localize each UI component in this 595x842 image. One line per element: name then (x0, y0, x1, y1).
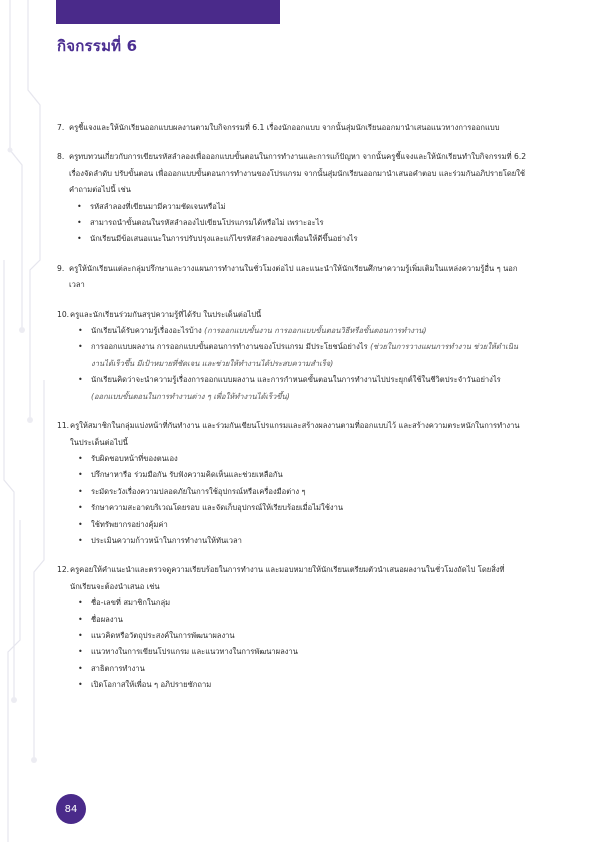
step-number: 12. (57, 565, 70, 575)
list-item: • สาธิตการทำงาน (77, 661, 527, 677)
step-number: 9. (57, 263, 65, 273)
step-8 (57, 149, 527, 247)
activity-steps (57, 120, 527, 707)
step-7 (57, 120, 527, 136)
bullet-text: นักเรียนได้รับความรู้เรื่องอะไรบ้าง (91, 326, 205, 336)
list-item: • รักษาความสะอาดบริเวณโดยรอบ และจัดเก็บอุปกรณ์ให้เรียบร้อยเมื่อไม่ใช้งาน (77, 500, 527, 516)
answer-note: (ช่วยในการวางแผนการทำงาน ช่วยให้ดำเนินงานได้เร็วขึ้น มีเป้าหมายที่ชัดเจน และช่วยให้ทำงานได้ประสบความสำเร็จ) (91, 342, 519, 368)
list-item: • ใช้ทรัพยากรอย่างคุ้มค่า (77, 517, 527, 533)
list-item (77, 372, 527, 405)
list-item: • ชื่อผลงาน (77, 612, 527, 628)
step-12 (57, 562, 527, 693)
answer-note: (ออกแบบขั้นตอนในการทำงานต่าง ๆ เพื่อให้ทำงานได้เร็วขึ้น) (91, 391, 290, 401)
list-item: • ระมัดระวังเรื่องความปลอดภัยในการใช้อุปกรณ์หรือเครื่องมือต่าง ๆ (77, 484, 527, 500)
step-text: ครูและนักเรียนร่วมกันสรุปความรู้ที่ได้รับ ในประเด็นต่อไปนี้ (70, 309, 262, 319)
list-item (77, 323, 527, 339)
list-item: • เปิดโอกาสให้เพื่อน ๆ อภิปรายซักถาม (77, 677, 527, 693)
list-item (77, 339, 527, 372)
list-item: • ประเมินความก้าวหน้าในการทำงานให้ทันเวลา (77, 533, 527, 549)
presentation-items (77, 595, 527, 693)
list-item: • นักเรียนมีข้อเสนอแนะในการปรับปรุงและแก้ไขรหัสลำลองของเพื่อนให้ดีขึ้นอย่างไร (76, 231, 527, 247)
step-text: ครูคอยให้คำแนะนำและตรวจดูความเรียบร้อยในการทำงาน และมอบหมายให้นักเรียนเตรียมตัวนำเสนอผลงานในชั่วโมงถัดไป โดยสิ่งที่นักเรียนจะต้องนำเสนอ เช่น (70, 565, 505, 591)
step-10 (57, 307, 527, 405)
step-11 (57, 418, 527, 549)
list-item: • ชื่อ-เลขที่ สมาชิกในกลุ่ม (77, 595, 527, 611)
step-text: ครูให้นักเรียนแต่ละกลุ่มปรึกษาและวางแผนการทำงานในชั่วโมงต่อไป และแนะนำให้นักเรียนศึกษาความรู้เพิ่มเติมในแหล่งความรู้อื่น ๆ นอกเวลา (69, 263, 518, 290)
step-text: ครูให้สมาชิกในกลุ่มแบ่งหน้าที่กันทำงาน และร่วมกันเขียนโปรแกรมและสร้างผลงานตามที่ออกแบบไว้ และสร้างความตระหนักในการทำงานในประเด็นต่อไปนี้ (70, 421, 520, 447)
discussion-questions (76, 199, 527, 248)
list-item: • แนวคิดหรือวัตถุประสงค์ในการพัฒนาผลงาน (77, 628, 527, 644)
step-number: 8. (57, 152, 65, 162)
circuit-decoration (0, 0, 56, 842)
step-number: 11. (57, 421, 70, 431)
awareness-points (77, 451, 527, 549)
step-text: ครูทบทวนเกี่ยวกับการเขียนรหัสลำลองเพื่อออกแบบขั้นตอนในการทำงานและการแก้ปัญหา จากนั้นครูชี้แจงและให้นักเรียนทำใบกิจกรรมที่ 6.2 เรื่องจัดลำดับ ปรับขั้นตอน เพื่อออกแบบขั้นตอนการทำงานของโปรแกรม จากนั้นสุ่มนักเรียนออกมานำเสนอคำตอบ และร่วมกันอภิปรายโดยใช้คำถามต่อไปนี้ เช่น (69, 152, 527, 195)
summary-points (77, 323, 527, 405)
step-number: 7. (57, 123, 65, 132)
list-item: • รหัสลำลองที่เขียนมามีความชัดเจนหรือไม่ (76, 199, 527, 215)
step-number: 10. (57, 309, 70, 319)
list-item: • ปรึกษาหารือ ร่วมมือกัน รับฟังความคิดเห็นและช่วยเหลือกัน (77, 467, 527, 483)
page-number: 84 (64, 803, 78, 815)
answer-note: (การออกแบบขั้นงาน การออกแบบขั้นตอนวิธีหรือขั้นตอนการทำงาน) (204, 326, 427, 336)
list-item: • รับผิดชอบหน้าที่ของตนเอง (77, 451, 527, 467)
bullet-text: การออกแบบผลงาน การออกแบบขั้นตอนการทำงานของโปรแกรม มีประโยชน์อย่างไร (91, 342, 371, 352)
page-number-badge (56, 794, 86, 824)
list-item: • แนวทางในการเขียนโปรแกรม และแนวทางในการพัฒนาผลงาน (77, 644, 527, 660)
bullet-text: นักเรียนคิดว่าจะนำความรู้เรื่องการออกแบบผลงาน และการกำหนดขั้นตอนในการทำงานไปประยุกต์ใช้ในชีวิตประจำวันอย่างไร (91, 375, 501, 385)
header-bar (56, 0, 280, 24)
step-9 (57, 261, 527, 294)
list-item: • สามารถนำขั้นตอนในรหัสลำลองไปเขียนโปรแกรมได้หรือไม่ เพราะอะไร (76, 215, 527, 231)
page-title: กิจกรรมที่ 6 (57, 37, 138, 55)
step-text: ครูชี้แจงและให้นักเรียนออกแบบผลงานตามใบกิจกรรมที่ 6.1 เรื่องนักออกแบบ จากนั้นสุ่มนักเรียนออกมานำเสนอแนวทางการออกแบบ (69, 123, 500, 132)
